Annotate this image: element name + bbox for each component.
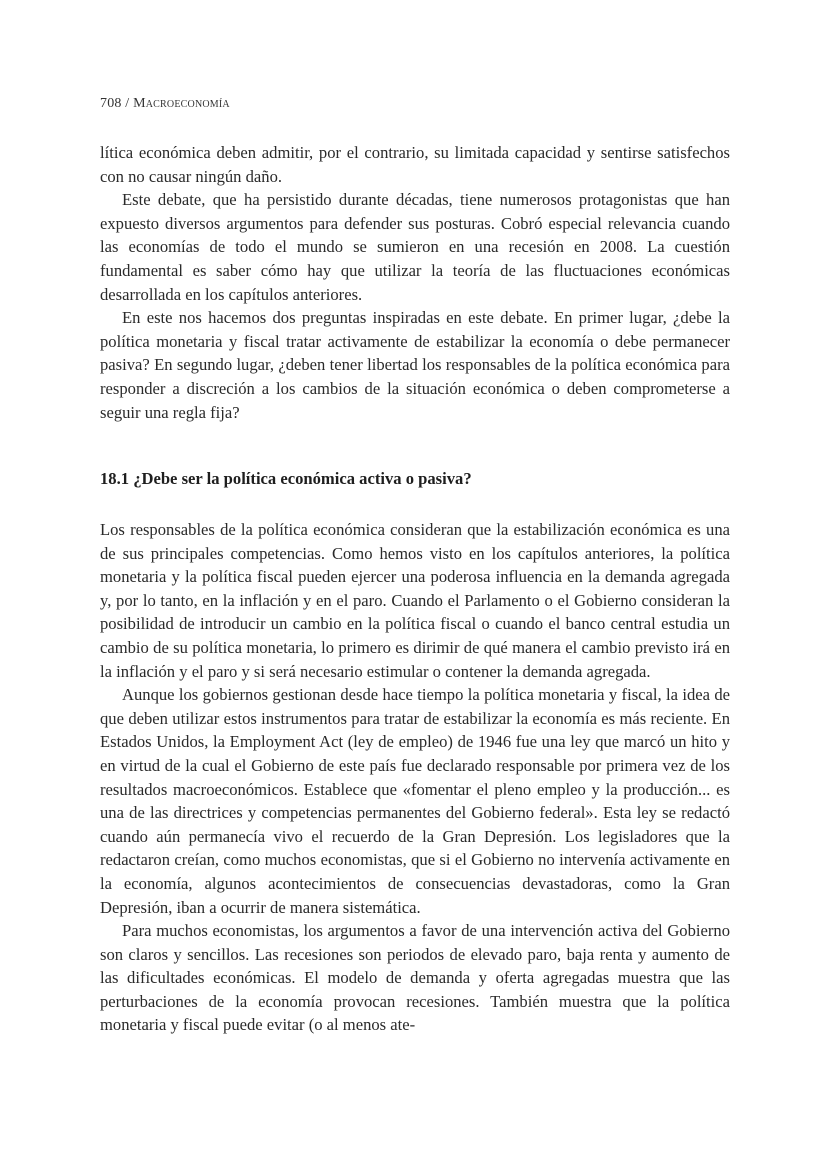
paragraph: Aunque los gobiernos gestionan desde hace tiempo la política monetaria y fiscal, la idea de que deben utilizar estos instrumentos para tratar de estabilizar la economía es más reciente. En Estados Unidos, la Employment Act (ley de empleo) de 1946 fue una ley que marcó un hito y en virtud de la cual el Gobierno de este país fue declarado responsable por primera vez de los resultados macroeconómicos. Establece que «fomentar el pleno empleo y la producción... es una de las directrices y competencias permanentes del Gobierno federal». Esta ley se redactó cuando aún permanecía vivo el recuerdo de la Gran Depresión. Los legisladores que la redactaron creían, como muchos economistas, que si el Gobierno no intervenía activamente en la economía, algunos acontecimientos de consecuencias devastadoras, como la Gran Depresión, iban a ocurrir de manera sistemática. xyxy=(100,685,730,917)
running-head xyxy=(100,96,230,112)
paragraph: Los responsables de la política económica consideran que la estabilización económica es una de sus principales competencias. Como hemos visto en los capítulos anteriores, la política monetaria y la política fiscal pueden ejercer una poderosa influencia en la demanda agregada y, por lo tanto, en la inflación y en el paro. Cuando el Parlamento o el Gobierno consideran la posibilidad de introducir un cambio en la política fiscal o cuando el banco central estudia un cambio de su política monetaria, lo primero es dirimir de qué manera el cambio previsto irá en la inflación y el paro y si será necesario estimular o contener la demanda agregada. xyxy=(100,520,730,681)
paragraph: Este debate, que ha persistido durante décadas, tiene numerosos protagonistas que han expuesto diversos argumentos para defender sus posturas. Cobró especial relevancia cuando las economías de todo el mundo se sumieron en una recesión en 2008. La cuestión fundamental es saber cómo hay que utilizar la teoría de las fluctuaciones económicas desarrollada en los capítulos anteriores. xyxy=(100,190,730,304)
paragraph: Para muchos economistas, los argumentos a favor de una intervención activa del Gobierno son claros y sencillos. Las recesiones son periodos de elevado paro, baja renta y aumento de las dificultades económicas. El modelo de demanda y oferta agregadas muestra que las perturbaciones de la economía provocan recesiones. También muestra que la política monetaria y fiscal puede evitar (o al menos ate- xyxy=(100,921,730,1035)
paragraph-continuation: lítica económica deben admitir, por el contrario, su limitada capacidad y sentirse satisfechos con no causar ningún daño. xyxy=(100,143,730,186)
intro-text xyxy=(100,141,730,424)
page-number: 708 xyxy=(100,96,122,111)
running-head-separator: / xyxy=(121,96,134,111)
section-heading: 18.1 ¿Debe ser la política económica activa o pasiva? xyxy=(100,469,472,488)
book-title: Macroeconomía xyxy=(133,96,230,111)
paragraph: En este nos hacemos dos preguntas inspiradas en este debate. En primer lugar, ¿debe la política monetaria y fiscal tratar activamente de estabilizar la economía o debe permanecer pasiva? En segundo lugar, ¿deben tener libertad los responsables de la política económica para responder a discreción a los cambios de la situación económica o deben comprometerse a seguir una regla fija? xyxy=(100,308,730,422)
section-text xyxy=(100,518,730,1037)
